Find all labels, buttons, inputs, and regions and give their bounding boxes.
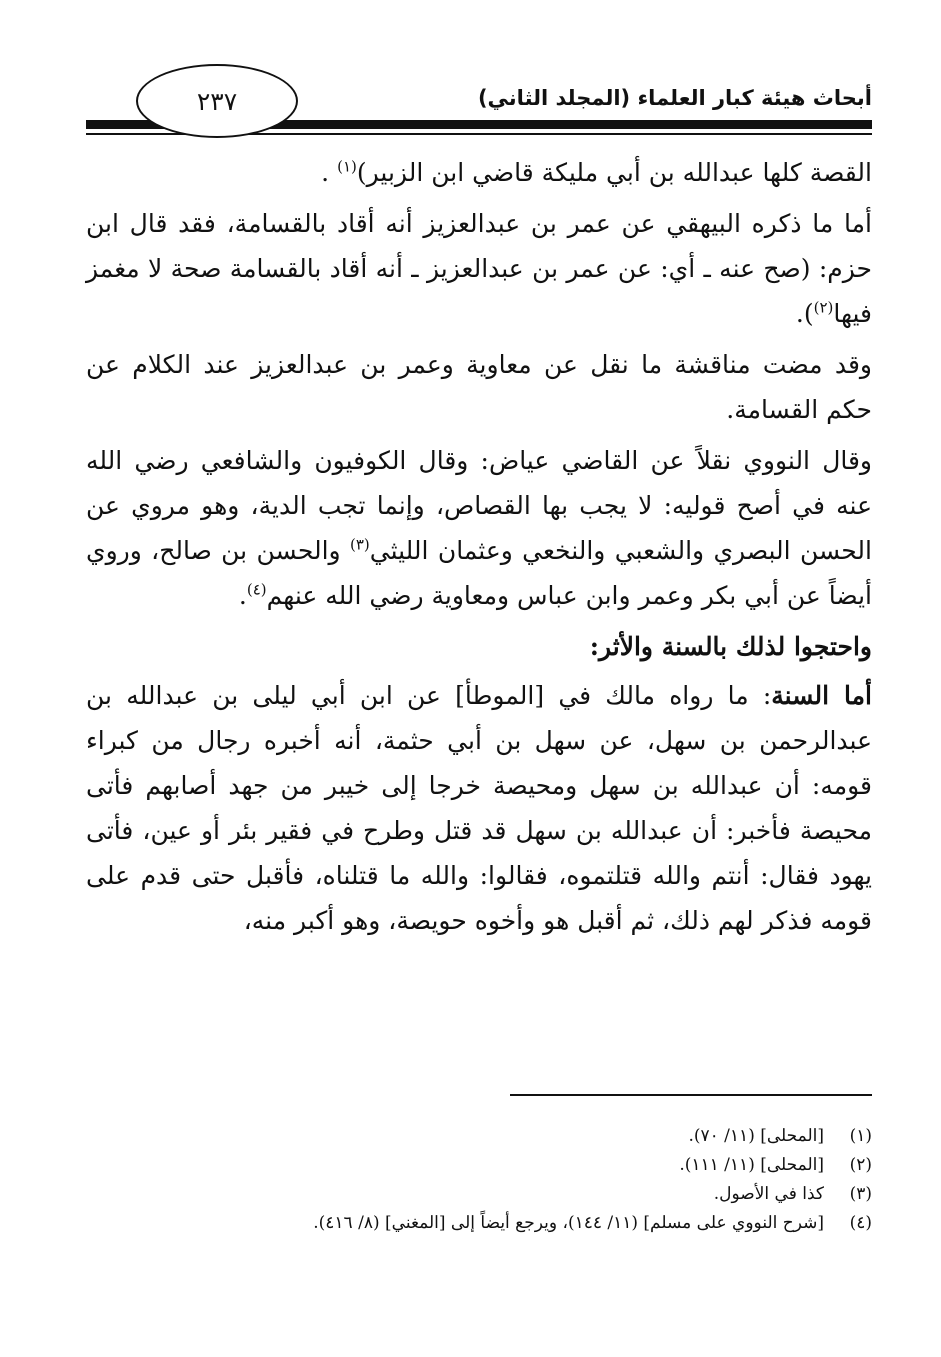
paragraph-2 xyxy=(86,201,872,336)
footnote-item xyxy=(86,1151,872,1180)
footnote-text: [المحلى] (١١/ ٧٠). xyxy=(688,1126,824,1146)
paragraph-tail: ). xyxy=(795,299,814,328)
paragraph-tail: . xyxy=(321,158,338,187)
footnote-number: (١) xyxy=(849,1126,872,1146)
paragraph-1 xyxy=(86,150,872,195)
footnote-text: [شرح النووي على مسلم] (١١/ ١٤٤)، ويرجع أيضاً إلى [المغني] (٨/ ٤١٦). xyxy=(313,1213,824,1233)
paragraph-text: القصة كلها عبدالله بن أبي مليكة قاضي ابن الزبير) xyxy=(356,158,872,187)
footnote-ref: (٢) xyxy=(813,298,834,317)
paragraph-mid: والحسن بن صالح، وروي أيضاً عن أبي بكر وعمر وابن عباس ومعاوية رضي الله عنهم xyxy=(86,536,872,610)
footnote-item xyxy=(86,1122,872,1151)
paragraph-text: وقد مضت مناقشة ما نقل عن معاوية وعمر بن عبدالعزيز عند الكلام عن حكم القسامة. xyxy=(86,350,872,424)
paragraph-3 xyxy=(86,342,872,432)
footnote-number: (٤) xyxy=(849,1213,872,1233)
footnote-item xyxy=(86,1209,872,1238)
footnote-number: (٣) xyxy=(849,1184,872,1204)
main-text xyxy=(86,150,872,949)
footnote-ref: (١) xyxy=(337,157,357,176)
footnote-ref: (٣) xyxy=(349,535,370,554)
paragraph-tail: . xyxy=(238,581,247,610)
footnote-ref: (٤) xyxy=(246,580,267,599)
footnotes xyxy=(86,1122,872,1238)
footnote-text: [المحلى] (١١/ ١١١). xyxy=(679,1155,824,1175)
section-heading: واحتجوا لذلك بالسنة والأثر: xyxy=(589,632,872,661)
paragraph-4 xyxy=(86,438,872,618)
paragraph-text: : ما رواه مالك في [الموطأ] عن ابن أبي ليلى بن عبدالله بن عبدالرحمن بن سهل، عن سهل بن أبي حثمة، أنه أخبره رجال من كبراء قومه: أن عبدالله بن سهل ومحيصة خرجا إلى خيبر من جهد أصابهم فأتى محيصة فأخبر: أن عبدالله بن سهل قد قتل وطرح في فقير بئر أو عين، فأتى يهود فقال: أنتم والله قتلتموه، فقالوا: والله ما قتلناه، فأقبل حتى قدم على قومه فذكر لهم ذلك، ثم أقبل هو وأخوه حويصة، وهو أكبر منه، xyxy=(86,681,872,935)
page-number: ٢٣٧ xyxy=(196,86,238,116)
book-title: أبحاث هيئة كبار العلماء (المجلد الثاني) xyxy=(477,86,872,110)
footnote-text: كذا في الأصول. xyxy=(713,1184,824,1204)
footnote-separator xyxy=(510,1094,872,1096)
running-header xyxy=(86,58,872,148)
footnote-item xyxy=(86,1180,872,1209)
paragraph-lead: أما السنة xyxy=(771,681,872,710)
paragraph-text: وقال النووي نقلاً عن القاضي عياض: وقال الكوفيون والشافعي رضي الله عنه في أصح قوليه: لا يجب بها القصاص، وإنما تجب الدية، وهو مروي عن الحسن البصري والشعبي والنخعي وعثمان الليثي xyxy=(86,446,872,565)
page-number-oval xyxy=(136,64,298,138)
paragraph-text: أما ما ذكره البيهقي عن عمر بن عبدالعزيز أنه أقاد بالقسامة، فقد قال ابن حزم: (صح عنه ـ أي: عن عمر بن عبدالعزيز ـ أنه أقاد بالقسامة صحة لا مغمز فيها xyxy=(86,209,872,328)
footnote-number: (٢) xyxy=(849,1155,872,1175)
paragraph-sunnah xyxy=(86,673,872,943)
